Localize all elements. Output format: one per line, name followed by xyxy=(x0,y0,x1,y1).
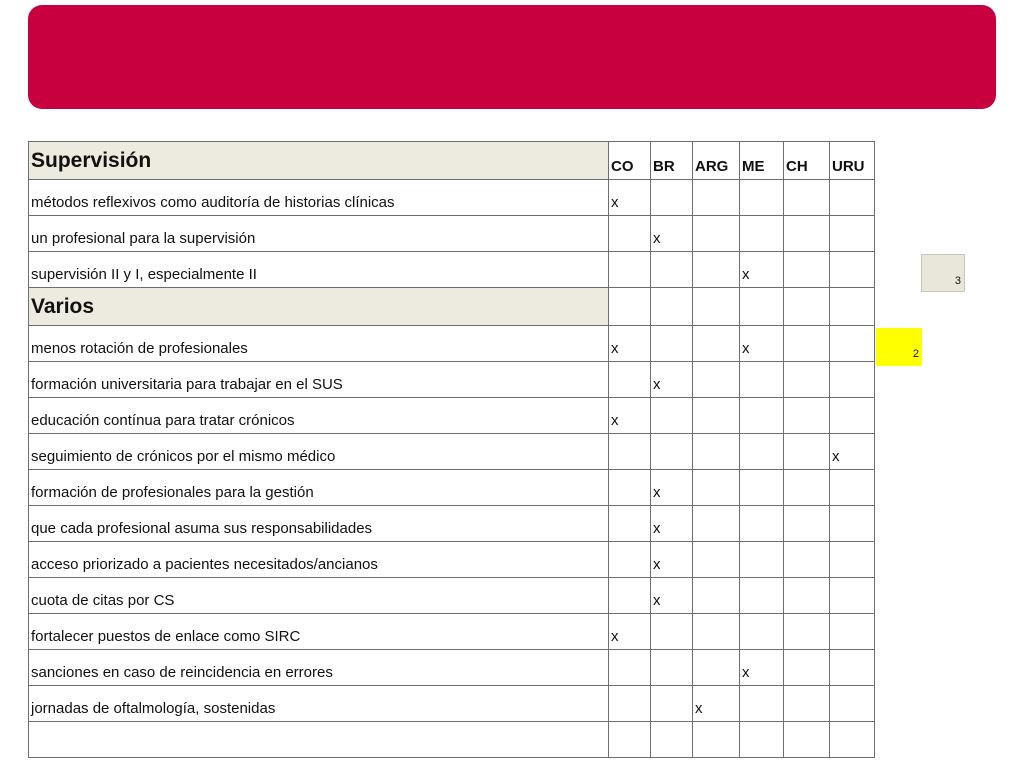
mark-cell-co xyxy=(609,542,651,578)
mark-cell-co xyxy=(609,722,651,758)
row-label: fortalecer puestos de enlace como SIRC xyxy=(29,614,609,650)
mark-cell-br xyxy=(651,180,693,216)
mark-cell-arg: x xyxy=(693,686,740,722)
mark-cell-uru xyxy=(830,686,875,722)
col-header-me: ME xyxy=(740,142,784,180)
mark-cell-me: x xyxy=(740,252,784,288)
mark-cell-me xyxy=(740,180,784,216)
row-label: jornadas de oftalmología, sostenidas xyxy=(29,686,609,722)
mark-cell-me xyxy=(740,722,784,758)
mark-cell-co xyxy=(609,434,651,470)
row-label: que cada profesional asuma sus responsabilidades xyxy=(29,506,609,542)
mark-cell-br xyxy=(651,650,693,686)
mark-cell-co: x xyxy=(609,180,651,216)
mark-cell-co: x xyxy=(609,326,651,362)
mark-cell-br xyxy=(651,722,693,758)
mark-cell-arg xyxy=(693,506,740,542)
empty-cell xyxy=(740,288,784,326)
mark-cell-ch xyxy=(784,398,830,434)
mark-cell-uru xyxy=(830,362,875,398)
count-badge-grey: 3 xyxy=(921,254,965,292)
mark-cell-ch xyxy=(784,506,830,542)
mark-cell-arg xyxy=(693,650,740,686)
mark-cell-br xyxy=(651,326,693,362)
mark-cell-br: x xyxy=(651,470,693,506)
mark-cell-ch xyxy=(784,252,830,288)
mark-cell-ch xyxy=(784,722,830,758)
mark-cell-co xyxy=(609,470,651,506)
table-row xyxy=(29,252,875,288)
mark-cell-arg xyxy=(693,722,740,758)
mark-cell-uru: x xyxy=(830,434,875,470)
mark-cell-uru xyxy=(830,578,875,614)
mark-cell-me xyxy=(740,578,784,614)
mark-cell-ch xyxy=(784,216,830,252)
mark-cell-br xyxy=(651,686,693,722)
row-label: formación de profesionales para la gestión xyxy=(29,470,609,506)
row-label: educación contínua para tratar crónicos xyxy=(29,398,609,434)
mark-cell-uru xyxy=(830,252,875,288)
section-title-varios: Varios xyxy=(29,288,609,326)
mark-cell-br: x xyxy=(651,578,693,614)
table-row xyxy=(29,506,875,542)
mark-cell-ch xyxy=(784,686,830,722)
table-row xyxy=(29,180,875,216)
mark-cell-arg xyxy=(693,326,740,362)
col-header-arg: ARG xyxy=(693,142,740,180)
mark-cell-co xyxy=(609,506,651,542)
empty-cell xyxy=(651,288,693,326)
mark-cell-co xyxy=(609,216,651,252)
mark-cell-uru xyxy=(830,216,875,252)
row-label: cuota de citas por CS xyxy=(29,578,609,614)
mark-cell-arg xyxy=(693,180,740,216)
col-header-br: BR xyxy=(651,142,693,180)
mark-cell-arg xyxy=(693,434,740,470)
mark-cell-uru xyxy=(830,650,875,686)
mark-cell-arg xyxy=(693,470,740,506)
row-label: sanciones en caso de reincidencia en errores xyxy=(29,650,609,686)
table-row xyxy=(29,686,875,722)
mark-cell-br: x xyxy=(651,216,693,252)
row-label: acceso priorizado a pacientes necesitados/ancianos xyxy=(29,542,609,578)
section-title-supervision: Supervisión xyxy=(29,142,609,180)
table-row xyxy=(29,398,875,434)
title-banner xyxy=(28,5,996,109)
mark-cell-ch xyxy=(784,180,830,216)
col-header-co: CO xyxy=(609,142,651,180)
mark-cell-me xyxy=(740,398,784,434)
table-row xyxy=(29,542,875,578)
mark-cell-me xyxy=(740,362,784,398)
mark-cell-co xyxy=(609,362,651,398)
mark-cell-ch xyxy=(784,578,830,614)
empty-cell xyxy=(609,288,651,326)
mark-cell-me xyxy=(740,614,784,650)
mark-cell-arg xyxy=(693,398,740,434)
mark-cell-me xyxy=(740,470,784,506)
row-label: supervisión II y I, especialmente II xyxy=(29,252,609,288)
mark-cell-uru xyxy=(830,614,875,650)
table-row xyxy=(29,614,875,650)
mark-cell-me: x xyxy=(740,326,784,362)
section-header-row xyxy=(29,288,875,326)
mark-cell-arg xyxy=(693,542,740,578)
row-label: métodos reflexivos como auditoría de historias clínicas xyxy=(29,180,609,216)
mark-cell-ch xyxy=(784,326,830,362)
mark-cell-co xyxy=(609,252,651,288)
mark-cell-ch xyxy=(784,470,830,506)
mark-cell-uru xyxy=(830,506,875,542)
mark-cell-arg xyxy=(693,216,740,252)
mark-cell-me xyxy=(740,434,784,470)
mark-cell-arg xyxy=(693,362,740,398)
table-row xyxy=(29,470,875,506)
table-row xyxy=(29,362,875,398)
mark-cell-br xyxy=(651,434,693,470)
mark-cell-me xyxy=(740,686,784,722)
mark-cell-arg xyxy=(693,252,740,288)
mark-cell-ch xyxy=(784,434,830,470)
mark-cell-uru xyxy=(830,398,875,434)
mark-cell-arg xyxy=(693,578,740,614)
col-header-ch: CH xyxy=(784,142,830,180)
table-row xyxy=(29,434,875,470)
mark-cell-ch xyxy=(784,362,830,398)
mark-cell-br: x xyxy=(651,506,693,542)
mark-cell-br xyxy=(651,398,693,434)
row-label: menos rotación de profesionales xyxy=(29,326,609,362)
row-label: formación universitaria para trabajar en el SUS xyxy=(29,362,609,398)
mark-cell-me xyxy=(740,216,784,252)
section-header-row xyxy=(29,142,875,180)
empty-cell xyxy=(830,288,875,326)
mark-cell-uru xyxy=(830,470,875,506)
mark-cell-me: x xyxy=(740,650,784,686)
mark-cell-ch xyxy=(784,542,830,578)
count-badge-yellow: 2 xyxy=(876,328,922,366)
mark-cell-ch xyxy=(784,614,830,650)
mark-cell-ch xyxy=(784,650,830,686)
table-row xyxy=(29,650,875,686)
table-row xyxy=(29,326,875,362)
row-label: seguimiento de crónicos por el mismo médico xyxy=(29,434,609,470)
col-header-uru: URU xyxy=(830,142,875,180)
mark-cell-uru xyxy=(830,326,875,362)
mark-cell-uru xyxy=(830,722,875,758)
mark-cell-co xyxy=(609,686,651,722)
mark-cell-co: x xyxy=(609,614,651,650)
mark-cell-br: x xyxy=(651,362,693,398)
mark-cell-me xyxy=(740,542,784,578)
mark-cell-co: x xyxy=(609,398,651,434)
table-row xyxy=(29,216,875,252)
row-label: un profesional para la supervisión xyxy=(29,216,609,252)
mark-cell-co xyxy=(609,650,651,686)
row-label xyxy=(29,722,609,758)
table-row xyxy=(29,722,875,758)
empty-cell xyxy=(693,288,740,326)
empty-cell xyxy=(784,288,830,326)
mark-cell-co xyxy=(609,578,651,614)
mark-cell-uru xyxy=(830,542,875,578)
mark-cell-arg xyxy=(693,614,740,650)
mark-cell-br xyxy=(651,614,693,650)
table-row xyxy=(29,578,875,614)
mark-cell-uru xyxy=(830,180,875,216)
comparison-table xyxy=(28,141,875,758)
mark-cell-me xyxy=(740,506,784,542)
mark-cell-br xyxy=(651,252,693,288)
mark-cell-br: x xyxy=(651,542,693,578)
